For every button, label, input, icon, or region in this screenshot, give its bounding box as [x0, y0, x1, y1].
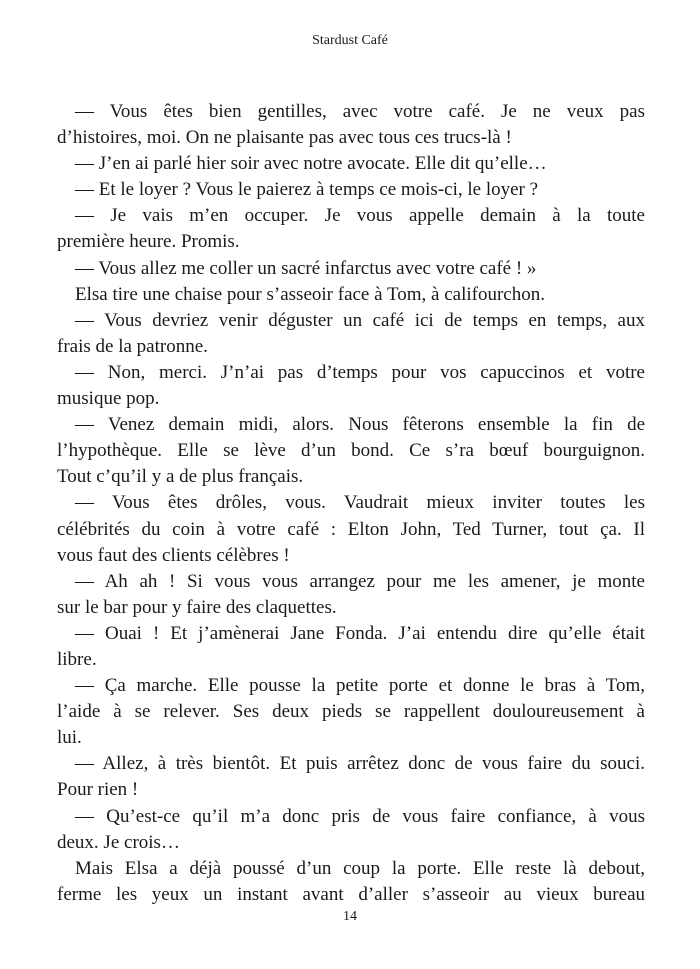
text-line: Tout c’qu’il y a de plus français. — [57, 466, 304, 488]
paragraph — [57, 203, 645, 255]
paragraph — [57, 621, 645, 673]
text-line: célébrités du coin à votre café : Elton John, Ted Turner, tout ça. Il — [57, 518, 645, 540]
paragraph — [57, 308, 645, 360]
text-line: l’hypothèque. Elle se lève d’un bond. Ce s’ra bœuf bourguignon. — [57, 440, 645, 462]
paragraph — [57, 490, 645, 568]
text-line: frais de la patronne. — [57, 335, 208, 357]
text-line: l’aide à se relever. Ses deux pieds se rappellent douloureusement à — [57, 701, 645, 723]
text-line: Pour rien ! — [57, 779, 139, 801]
text-line: — Vous allez me coller un sacré infarctus avec votre café ! » — [75, 257, 537, 279]
text-line: — J’en ai parlé hier soir avec notre avocate. Elle dit qu’elle… — [75, 153, 547, 175]
paragraph — [57, 177, 645, 203]
text-line: — Vous devriez venir déguster un café ici de temps en temps, aux — [75, 309, 645, 331]
text-line: — Vous êtes drôles, vous. Vaudrait mieux inviter toutes les — [75, 492, 645, 514]
paragraph — [57, 804, 645, 856]
paragraph — [57, 256, 645, 282]
paragraph — [57, 412, 645, 490]
paragraph — [57, 673, 645, 751]
text-line: — Non, merci. J’n’ai pas d’temps pour vos capuccinos et votre — [75, 361, 645, 383]
text-line: — Ah ah ! Si vous vous arrangez pour me les amener, je monte — [75, 570, 645, 592]
text-line: Elsa tire une chaise pour s’asseoir face à Tom, à califourchon. — [75, 283, 545, 305]
text-line: — Vous êtes bien gentilles, avec votre café. Je ne veux pas — [75, 101, 645, 122]
text-line: d’histoires, moi. On ne plaisante pas avec tous ces trucs-là ! — [57, 127, 512, 149]
paragraph — [57, 360, 645, 412]
text-line: première heure. Promis. — [57, 231, 240, 253]
paragraph — [57, 751, 645, 803]
text-line: — Venez demain midi, alors. Nous fêterons ensemble la fin de — [75, 414, 645, 436]
text-line: ferme les yeux un instant avant d’aller s’asseoir au vieux bureau — [57, 883, 645, 905]
text-line: lui. — [57, 727, 82, 749]
text-line: — Ça marche. Elle pousse la petite porte et donne le bras à Tom, — [75, 675, 645, 697]
body-text — [57, 99, 645, 908]
paragraph — [57, 151, 645, 177]
text-line: — Ouai ! Et j’amènerai Jane Fonda. J’ai entendu dire qu’elle était — [75, 622, 645, 644]
text-line: deux. Je crois… — [57, 831, 180, 853]
paragraph — [57, 569, 645, 621]
text-line: musique pop. — [57, 388, 160, 410]
text-line: — Allez, à très bientôt. Et puis arrêtez donc de vous faire du souci. — [75, 753, 645, 775]
text-line: — Et le loyer ? Vous le paierez à temps ce mois-ci, le loyer ? — [75, 179, 539, 201]
text-line: libre. — [57, 648, 97, 670]
text-line: — Qu’est-ce qu’il m’a donc pris de vous faire confiance, à vous — [75, 805, 645, 827]
text-line: Mais Elsa a déjà poussé d’un coup la porte. Elle reste là debout, — [75, 857, 645, 879]
paragraph — [57, 856, 645, 908]
paragraph — [57, 282, 645, 308]
paragraph — [57, 99, 645, 151]
running-head: Stardust Café — [312, 33, 388, 48]
text-line: — Je vais m’en occuper. Je vous appelle demain à la toute — [75, 205, 645, 227]
page-number: 14 — [343, 909, 357, 924]
text-line: vous faut des clients célèbres ! — [57, 544, 290, 566]
text-line: sur le bar pour y faire des claquettes. — [57, 596, 337, 618]
